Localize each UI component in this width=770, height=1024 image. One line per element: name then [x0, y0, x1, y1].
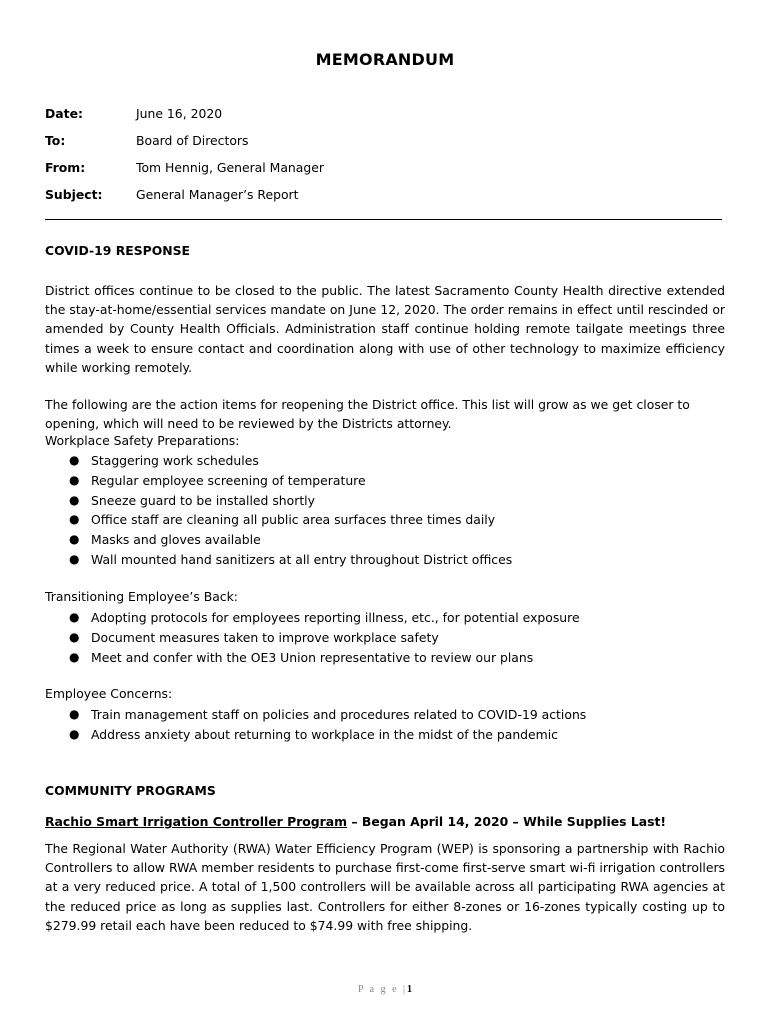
list-item: ● Document measures taken to improve workplace safety	[45, 628, 580, 648]
list-item: ● Staggering work schedules	[45, 451, 512, 471]
bullet-icon: ●	[69, 551, 80, 566]
list-item: ● Office staff are cleaning all public area surfaces three times daily	[45, 510, 512, 530]
workplace-safety-list	[45, 451, 512, 570]
bullet-icon: ●	[69, 649, 80, 664]
bullet-icon: ●	[69, 512, 80, 527]
date-value: June 16, 2020	[136, 106, 223, 121]
workplace-safety-label: Workplace Safety Preparations:	[45, 433, 240, 448]
rachio-program-heading	[45, 814, 666, 829]
community-heading: COMMUNITY PROGRAMS	[45, 783, 216, 798]
bullet-icon: ●	[69, 453, 80, 467]
employee-concerns-list	[45, 705, 586, 745]
to-label: To:	[45, 133, 66, 148]
list-item: ● Wall mounted hand sanitizers at all entry throughout District offices	[45, 550, 512, 570]
bullet-icon: ●	[69, 472, 80, 487]
date-label: Date:	[45, 106, 83, 121]
bullet-icon: ●	[69, 492, 80, 507]
from-value: Tom Hennig, General Manager	[136, 160, 324, 175]
list-item: ● Adopting protocols for employees reporting illness, etc., for potential exposure	[45, 608, 580, 628]
bullet-icon: ●	[69, 610, 80, 624]
list-item: ● Train management staff on policies and procedures related to COVID-19 actions	[45, 705, 586, 725]
employee-concerns-label: Employee Concerns:	[45, 686, 173, 701]
bullet-icon: ●	[69, 629, 80, 644]
bullet-icon: ●	[69, 532, 80, 547]
covid-paragraph-2: The following are the action items for reopening the District office. This list will grow as we get closer to opening, which will need to be reviewed by the Districts attorney.	[45, 397, 690, 432]
covid-heading: COVID-19 RESPONSE	[45, 243, 191, 258]
page-footer	[0, 984, 770, 995]
to-value: Board of Directors	[136, 133, 249, 148]
list-item: ● Masks and gloves available	[45, 530, 512, 550]
list-item: ● Regular employee screening of temperature	[45, 471, 512, 491]
from-label: From:	[45, 160, 86, 175]
transitioning-list	[45, 608, 580, 667]
bullet-icon: ●	[69, 726, 80, 741]
transitioning-label: Transitioning Employee’s Back:	[45, 589, 238, 604]
page-number: 1	[407, 984, 413, 995]
list-item: ● Sneeze guard to be installed shortly	[45, 491, 512, 511]
memo-title: MEMORANDUM	[315, 50, 455, 69]
rachio-program-title: Rachio Smart Irrigation Controller Program	[45, 814, 348, 829]
header-divider	[45, 219, 722, 220]
rachio-program-suffix: – Began April 14, 2020 – While Supplies Last!	[347, 814, 667, 829]
list-item: ● Meet and confer with the OE3 Union representative to review our plans	[45, 648, 580, 668]
subject-value: General Manager’s Report	[136, 187, 299, 202]
rachio-program-paragraph: The Regional Water Authority (RWA) Water Efficiency Program (WEP) is sponsoring a partnership with Rachio Controllers to allow RWA member residents to purchase first-come first-serve smart wi-fi irrigation controllers at a very reduced price. A total of 1,500 controllers will be available across all participating RWA agencies at the reduced price as long as supplies last. Controllers for either 8-zones or 16-zones typically costing up to $279.99 retail each have been reduced to $74.99 with free shipping.	[45, 841, 725, 933]
bullet-icon: ●	[69, 707, 80, 721]
covid-paragraph-1: District offices continue to be closed to the public. The latest Sacramento County Health directive extended the stay-at-home/essential services mandate on June 12, 2020. The order remains in effect until rescinded or amended by County Health Officials. Administration staff continue holding remote tailgate meetings three times a week to ensure contact and coordination along with use of other technology to maximize efficiency while working remotely.	[45, 283, 725, 375]
page-label: P a g e |	[357, 984, 408, 995]
subject-label: Subject:	[45, 187, 103, 202]
list-item: ● Address anxiety about returning to workplace in the midst of the pandemic	[45, 725, 586, 745]
